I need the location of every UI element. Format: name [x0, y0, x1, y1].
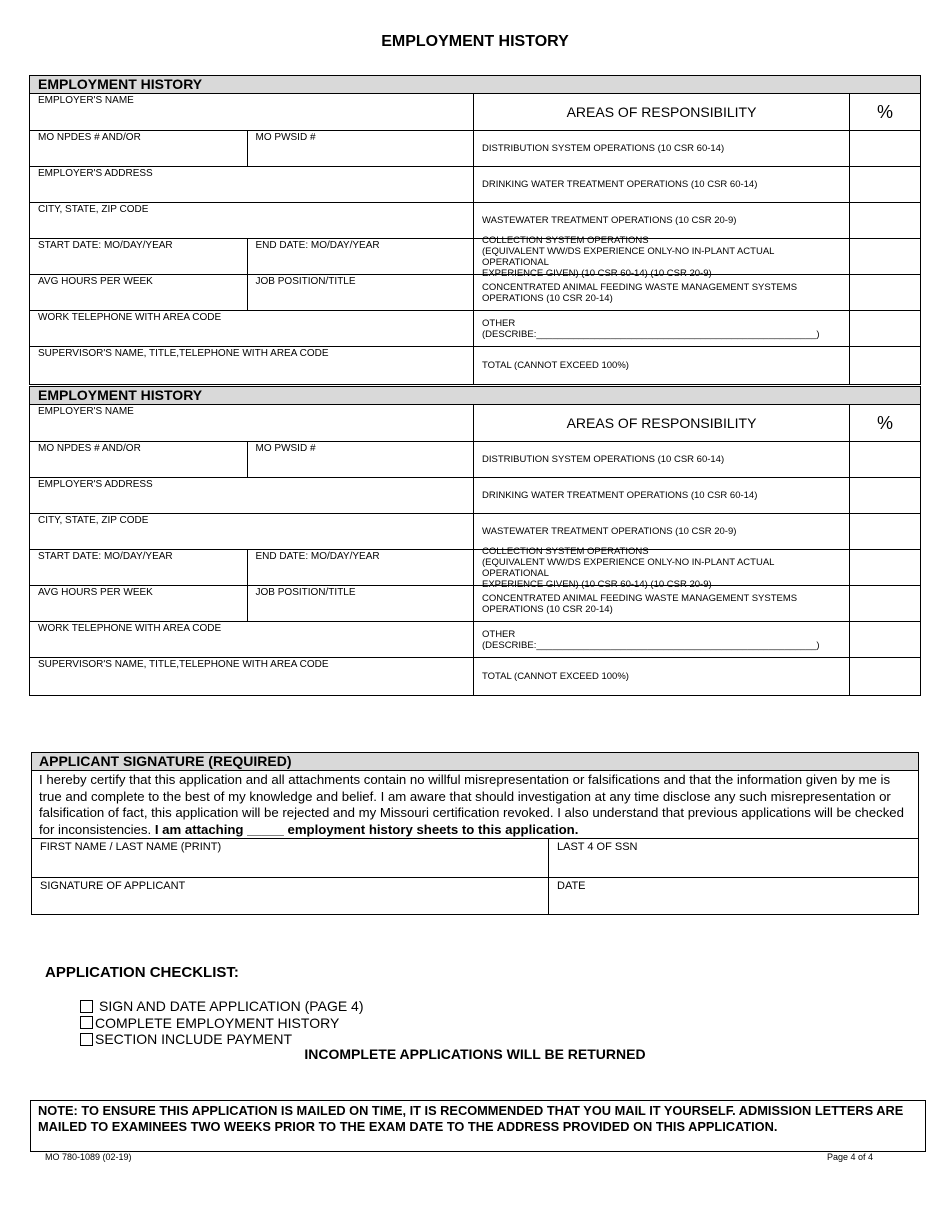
- supervisor-row: [30, 347, 920, 384]
- end-date-field[interactable]: END DATE: MO/DAY/YEAR: [255, 551, 380, 562]
- checklist-item-employment-history[interactable]: [80, 1015, 364, 1032]
- checkbox-icon[interactable]: [80, 1033, 93, 1046]
- percent-drinking-water-field[interactable]: [850, 167, 920, 202]
- checkbox-icon[interactable]: [80, 1000, 93, 1013]
- job-position-field[interactable]: JOB POSITION/TITLE: [255, 587, 356, 598]
- employer-name-row: [30, 405, 920, 442]
- percent-distribution-field[interactable]: [850, 442, 920, 477]
- percent-total-field[interactable]: [850, 658, 920, 695]
- dates-row: [30, 545, 920, 590]
- percent-distribution-field[interactable]: [850, 131, 920, 166]
- mailing-note: NOTE: TO ENSURE THIS APPLICATION IS MAILED ON TIME, IT IS RECOMMENDED THAT YOU MAIL IT YOURSELF. ADMISSION LETTERS ARE MAILED TO EXAMINEES TWO WEEKS PRIOR TO THE EXAM DATE TO THE ADDRESS PROVIDED ON THIS APPLICATION.: [30, 1100, 926, 1152]
- area-cafo-line-1: CONCENTRATED ANIMAL FEEDING WASTE MANAGEMENT SYSTEMS: [482, 281, 798, 293]
- employer-address-field[interactable]: EMPLOYER'S ADDRESS: [38, 479, 153, 490]
- incomplete-warning-text: INCOMPLETE APPLICATIONS WILL BE RETURNED: [304, 1046, 646, 1062]
- employer-address-field[interactable]: EMPLOYER'S ADDRESS: [38, 168, 153, 179]
- area-collection-line-1: COLLECTION SYSTEM OPERATIONS: [482, 545, 649, 557]
- start-date-field[interactable]: START DATE: MO/DAY/YEAR: [30, 239, 248, 274]
- area-collection-line-2: (EQUIVALENT WW/DS EXPERIENCE ONLY-NO IN-PLANT ACTUAL OPERATIONAL: [482, 556, 775, 579]
- percent-wastewater-field[interactable]: [850, 514, 920, 549]
- area-wastewater: WASTEWATER TREATMENT OPERATIONS (10 CSR 20-9): [474, 203, 850, 238]
- percent-header: %: [876, 412, 893, 433]
- certification-text: [32, 771, 918, 839]
- area-total: TOTAL (CANNOT EXCEED 100%): [474, 347, 850, 384]
- work-telephone-field[interactable]: WORK TELEPHONE WITH AREA CODE: [38, 312, 222, 323]
- pwsid-field[interactable]: MO PWSID #: [255, 443, 316, 454]
- name-ssn-row: [32, 839, 918, 878]
- area-cafo-line-2: OPERATIONS (10 CSR 20-14): [482, 603, 613, 615]
- area-collection: [474, 545, 850, 590]
- area-other: [474, 622, 850, 657]
- last4-ssn-field[interactable]: LAST 4 OF SSN: [557, 841, 638, 853]
- work-telephone-field[interactable]: WORK TELEPHONE WITH AREA CODE: [38, 623, 222, 634]
- pwsid-field[interactable]: MO PWSID #: [255, 132, 316, 143]
- applicant-signature-section: [31, 752, 919, 915]
- start-date-field[interactable]: START DATE: MO/DAY/YEAR: [30, 550, 248, 585]
- avg-hours-field[interactable]: AVG HOURS PER WEEK: [30, 275, 248, 310]
- area-collection: [474, 234, 850, 279]
- percent-header: %: [876, 101, 893, 122]
- area-collection-line-3: EXPERIENCE GIVEN) (10 CSR 60-14) (10 CSR 20-9): [482, 267, 712, 279]
- page-number: Page 4 of 4: [827, 1152, 874, 1162]
- address-row: [30, 167, 920, 203]
- npdes-field[interactable]: MO NPDES # AND/OR: [30, 131, 248, 166]
- employment-history-header: EMPLOYMENT HISTORY: [30, 387, 920, 405]
- certification-attachment-statement: I am attaching _____ employment history sheets to this application.: [154, 821, 579, 837]
- employer-name-field[interactable]: EMPLOYER'S NAME: [38, 95, 134, 106]
- supervisor-field[interactable]: SUPERVISOR'S NAME, TITLE,TELEPHONE WITH AREA CODE: [38, 348, 329, 359]
- supervisor-field[interactable]: SUPERVISOR'S NAME, TITLE,TELEPHONE WITH AREA CODE: [38, 659, 329, 670]
- checklist-item-label: SIGN AND DATE APPLICATION (PAGE 4): [99, 998, 364, 1014]
- percent-cafo-field[interactable]: [850, 586, 920, 621]
- percent-total-field[interactable]: [850, 347, 920, 384]
- areas-of-responsibility-header: AREAS OF RESPONSIBILITY: [474, 405, 850, 441]
- percent-wastewater-field[interactable]: [850, 203, 920, 238]
- area-collection-line-2: (EQUIVALENT WW/DS EXPERIENCE ONLY-NO IN-PLANT ACTUAL OPERATIONAL: [482, 245, 775, 268]
- employment-history-section-2: [29, 386, 921, 696]
- job-position-field[interactable]: JOB POSITION/TITLE: [255, 276, 356, 287]
- npdes-field[interactable]: MO NPDES # AND/OR: [30, 442, 248, 477]
- area-other-line-2[interactable]: (DESCRIBE:_____________________________________________________): [482, 639, 820, 651]
- hours-position-row: [30, 586, 920, 622]
- area-collection-line-1: COLLECTION SYSTEM OPERATIONS: [482, 234, 649, 246]
- area-distribution: DISTRIBUTION SYSTEM OPERATIONS (10 CSR 60-14): [474, 442, 850, 477]
- telephone-row: [30, 311, 920, 347]
- checklist-item-label: SECTION INCLUDE PAYMENT: [95, 1031, 293, 1047]
- signature-field[interactable]: SIGNATURE OF APPLICANT: [32, 878, 549, 914]
- avg-hours-field[interactable]: AVG HOURS PER WEEK: [30, 586, 248, 621]
- incomplete-warning: [0, 1046, 950, 1062]
- employment-history-section-1: [29, 75, 921, 385]
- certification-body: I hereby certify that this application and all attachments contain no willful misrepresentation or falsifications and that the information given by me is true and complete to the best of my knowledge and belief. I am aware that should investigation at any time disclose any such misrepresentation or falsification of fact, this application will be rejected and my Missouri certification revoked. I also understand that previous applications will be checked for inconsistencies.: [39, 772, 904, 837]
- telephone-row: [30, 622, 920, 658]
- area-other: [474, 311, 850, 346]
- first-last-name-field[interactable]: FIRST NAME / LAST NAME (PRINT): [32, 839, 549, 877]
- employer-name-row: [30, 94, 920, 131]
- percent-collection-field[interactable]: [850, 239, 920, 274]
- checklist-title: APPLICATION CHECKLIST:: [45, 964, 239, 981]
- form-number: MO 780-1089 (02-19): [45, 1152, 132, 1162]
- area-collection-line-3: EXPERIENCE GIVEN) (10 CSR 60-14) (10 CSR 20-9): [482, 578, 712, 590]
- percent-collection-field[interactable]: [850, 550, 920, 585]
- checkbox-icon[interactable]: [80, 1016, 93, 1029]
- percent-other-field[interactable]: [850, 622, 920, 657]
- dates-row: [30, 234, 920, 279]
- percent-drinking-water-field[interactable]: [850, 478, 920, 513]
- area-wastewater: WASTEWATER TREATMENT OPERATIONS (10 CSR 20-9): [474, 514, 850, 549]
- area-cafo: [474, 586, 850, 621]
- area-other-line-1: OTHER: [482, 628, 516, 640]
- page-title: EMPLOYMENT HISTORY: [381, 33, 569, 50]
- area-cafo: [474, 275, 850, 310]
- percent-other-field[interactable]: [850, 311, 920, 346]
- area-total: TOTAL (CANNOT EXCEED 100%): [474, 658, 850, 695]
- supervisor-row: [30, 658, 920, 695]
- area-cafo-line-1: CONCENTRATED ANIMAL FEEDING WASTE MANAGEMENT SYSTEMS: [482, 592, 798, 604]
- employment-history-header: EMPLOYMENT HISTORY: [30, 76, 920, 94]
- employer-name-field[interactable]: EMPLOYER'S NAME: [38, 406, 134, 417]
- checklist-item-sign-date[interactable]: [80, 998, 364, 1015]
- npdes-pwsid-row: [30, 131, 920, 167]
- area-drinking-water: DRINKING WATER TREATMENT OPERATIONS (10 CSR 60-14): [474, 167, 850, 202]
- hours-position-row: [30, 275, 920, 311]
- signature-header: APPLICANT SIGNATURE (REQUIRED): [32, 753, 918, 771]
- area-drinking-water: DRINKING WATER TREATMENT OPERATIONS (10 CSR 60-14): [474, 478, 850, 513]
- area-distribution: DISTRIBUTION SYSTEM OPERATIONS (10 CSR 60-14): [474, 131, 850, 166]
- areas-of-responsibility-header: AREAS OF RESPONSIBILITY: [474, 94, 850, 130]
- area-cafo-line-2: OPERATIONS (10 CSR 20-14): [482, 292, 613, 304]
- area-other-line-1: OTHER: [482, 317, 516, 329]
- signature-date-row: [32, 878, 918, 914]
- city-state-zip-field[interactable]: CITY, STATE, ZIP CODE: [38, 204, 149, 215]
- address-row: [30, 478, 920, 514]
- application-checklist: [80, 998, 364, 1048]
- city-state-zip-field[interactable]: CITY, STATE, ZIP CODE: [38, 515, 149, 526]
- npdes-pwsid-row: [30, 442, 920, 478]
- end-date-field[interactable]: END DATE: MO/DAY/YEAR: [255, 240, 380, 251]
- checklist-item-label: COMPLETE EMPLOYMENT HISTORY: [95, 1014, 340, 1031]
- date-field[interactable]: DATE: [557, 880, 586, 892]
- area-other-line-2[interactable]: (DESCRIBE:_____________________________________________________): [482, 328, 820, 340]
- percent-cafo-field[interactable]: [850, 275, 920, 310]
